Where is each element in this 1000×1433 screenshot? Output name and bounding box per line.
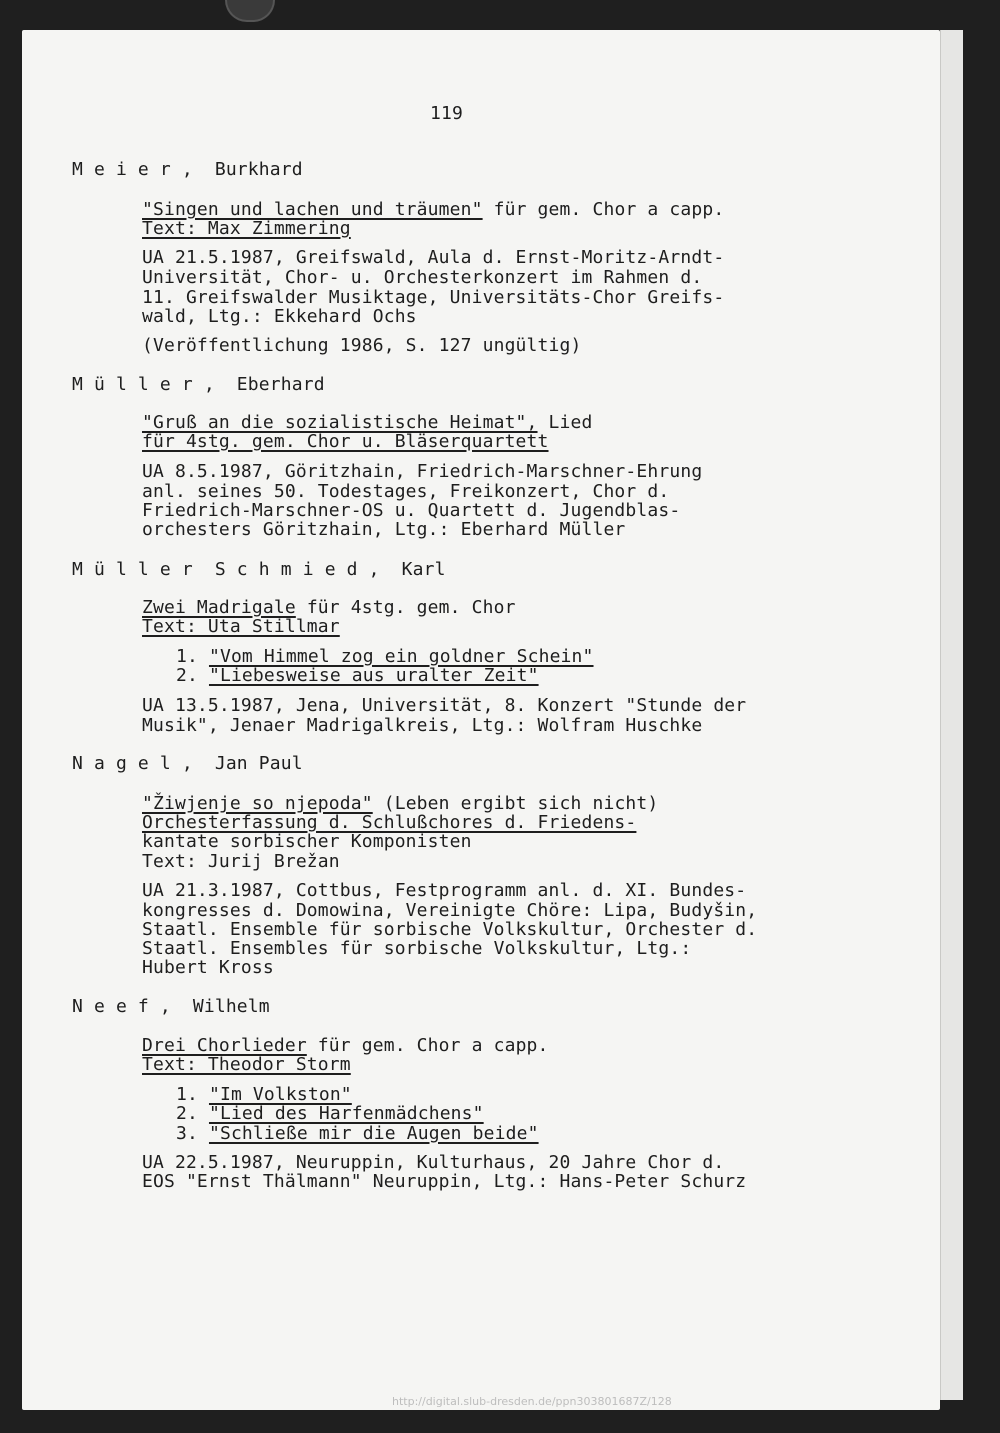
composer-name: M e i e r , Burkhard <box>72 159 303 180</box>
premiere-line: UA 21.5.1987, Greifswald, Aula d. Ernst-Moritz-Arndt- <box>142 247 725 268</box>
work-scoring-line: für 4stg. gem. Chor u. Bläserquartett <box>142 431 549 452</box>
work-title: "Gruß an die sozialistische Heimat", <box>142 412 538 433</box>
composer-name: M ü l l e r S c h m i e d , Karl <box>72 559 446 580</box>
song-title: "Liebesweise aus uralter Zeit" <box>208 665 539 686</box>
premiere-line: 11. Greifswalder Musiktage, Universitäts-Chor Greifs- <box>142 287 725 308</box>
list-number: 1. <box>176 646 209 667</box>
premiere-line: orchesters Göritzhain, Ltg.: Eberhard Müller <box>142 519 626 540</box>
premiere-line: Musik", Jenaer Madrigalkreis, Ltg.: Wolfram Huschke <box>142 715 703 736</box>
page-stack-edge <box>940 30 963 1400</box>
work-scoring: für 4stg. gem. Chor <box>295 597 516 618</box>
work-title: Drei Chorlieder <box>142 1035 307 1056</box>
work-title: "Žiwjenje so njepoda" <box>142 793 373 814</box>
premiere-line: anl. seines 50. Todestages, Freikonzert, Chor d. <box>142 481 670 502</box>
premiere-line: Friedrich-Marschner-OS u. Quartett d. Jugendblas- <box>142 500 681 521</box>
list-number: 3. <box>176 1123 209 1144</box>
work-title: "Singen und lachen und träumen" <box>142 199 483 220</box>
song-title: "Vom Himmel zog ein goldner Schein" <box>208 646 594 667</box>
premiere-line: EOS "Ernst Thälmann" Neuruppin, Ltg.: Hans-Peter Schurz <box>142 1171 747 1192</box>
work-description: kantate sorbischer Komponisten <box>142 831 472 852</box>
work-title: Zwei Madrigale <box>142 597 296 618</box>
composer-name: N a g e l , Jan Paul <box>72 753 303 774</box>
text-author: Text: Jurij Brežan <box>142 851 340 872</box>
list-item <box>176 1104 484 1124</box>
text-author: Text: Uta Stillmar <box>142 616 340 637</box>
text-author: Text: Max Zimmering <box>142 218 351 239</box>
list-number: 1. <box>176 1084 209 1105</box>
work-scoring: Lied <box>537 412 593 433</box>
source-url: http://digital.slub-dresden.de/ppn303801687Z/128 <box>392 1395 672 1408</box>
work-translation: (Leben ergibt sich nicht) <box>372 793 659 814</box>
composer-name: N e e f , Wilhelm <box>72 996 270 1017</box>
work-title-line <box>142 413 592 433</box>
page-number: 119 <box>430 103 463 124</box>
text-author: Text: Theodor Storm <box>142 1054 351 1075</box>
work-title-line <box>142 200 724 220</box>
premiere-line: UA 22.5.1987, Neuruppin, Kulturhaus, 20 Jahre Chor d. <box>142 1152 725 1173</box>
list-item <box>176 1124 539 1144</box>
song-title: "Lied des Harfenmädchens" <box>208 1103 484 1124</box>
work-scoring: für gem. Chor a capp. <box>306 1035 549 1056</box>
note-line: (Veröffentlichung 1986, S. 127 ungültig) <box>142 335 582 356</box>
premiere-line: Staatl. Ensembles für sorbische Volkskultur, Ltg.: <box>142 938 692 959</box>
premiere-line: Hubert Kross <box>142 957 274 978</box>
song-title: "Im Volkston" <box>208 1084 352 1105</box>
list-item <box>176 647 594 667</box>
premiere-line: UA 21.3.1987, Cottbus, Festprogramm anl. d. XI. Bundes- <box>142 880 747 901</box>
list-number: 2. <box>176 1103 209 1124</box>
song-title: "Schließe mir die Augen beide" <box>208 1123 539 1144</box>
work-title-line <box>142 598 516 618</box>
premiere-line: Universität, Chor- u. Orchesterkonzert im Rahmen d. <box>142 267 703 288</box>
premiere-line: Staatl. Ensemble für sorbische Volkskultur, Orchester d. <box>142 919 758 940</box>
work-description: Orchesterfassung d. Schlußchores d. Friedens- <box>142 812 637 833</box>
work-title-line <box>142 794 658 814</box>
binder-hole <box>225 0 275 22</box>
list-item <box>176 666 539 686</box>
premiere-line: wald, Ltg.: Ekkehard Ochs <box>142 306 417 327</box>
list-item <box>176 1085 352 1105</box>
premiere-line: UA 8.5.1987, Göritzhain, Friedrich-Marschner-Ehrung <box>142 461 703 482</box>
work-scoring: für gem. Chor a capp. <box>482 199 725 220</box>
list-number: 2. <box>176 665 209 686</box>
premiere-line: UA 13.5.1987, Jena, Universität, 8. Konzert "Stunde der <box>142 695 747 716</box>
premiere-line: kongresses d. Domowina, Vereinigte Chöre: Lipa, Budyšin, <box>142 900 758 921</box>
work-title-line <box>142 1036 549 1056</box>
composer-name: M ü l l e r , Eberhard <box>72 374 325 395</box>
